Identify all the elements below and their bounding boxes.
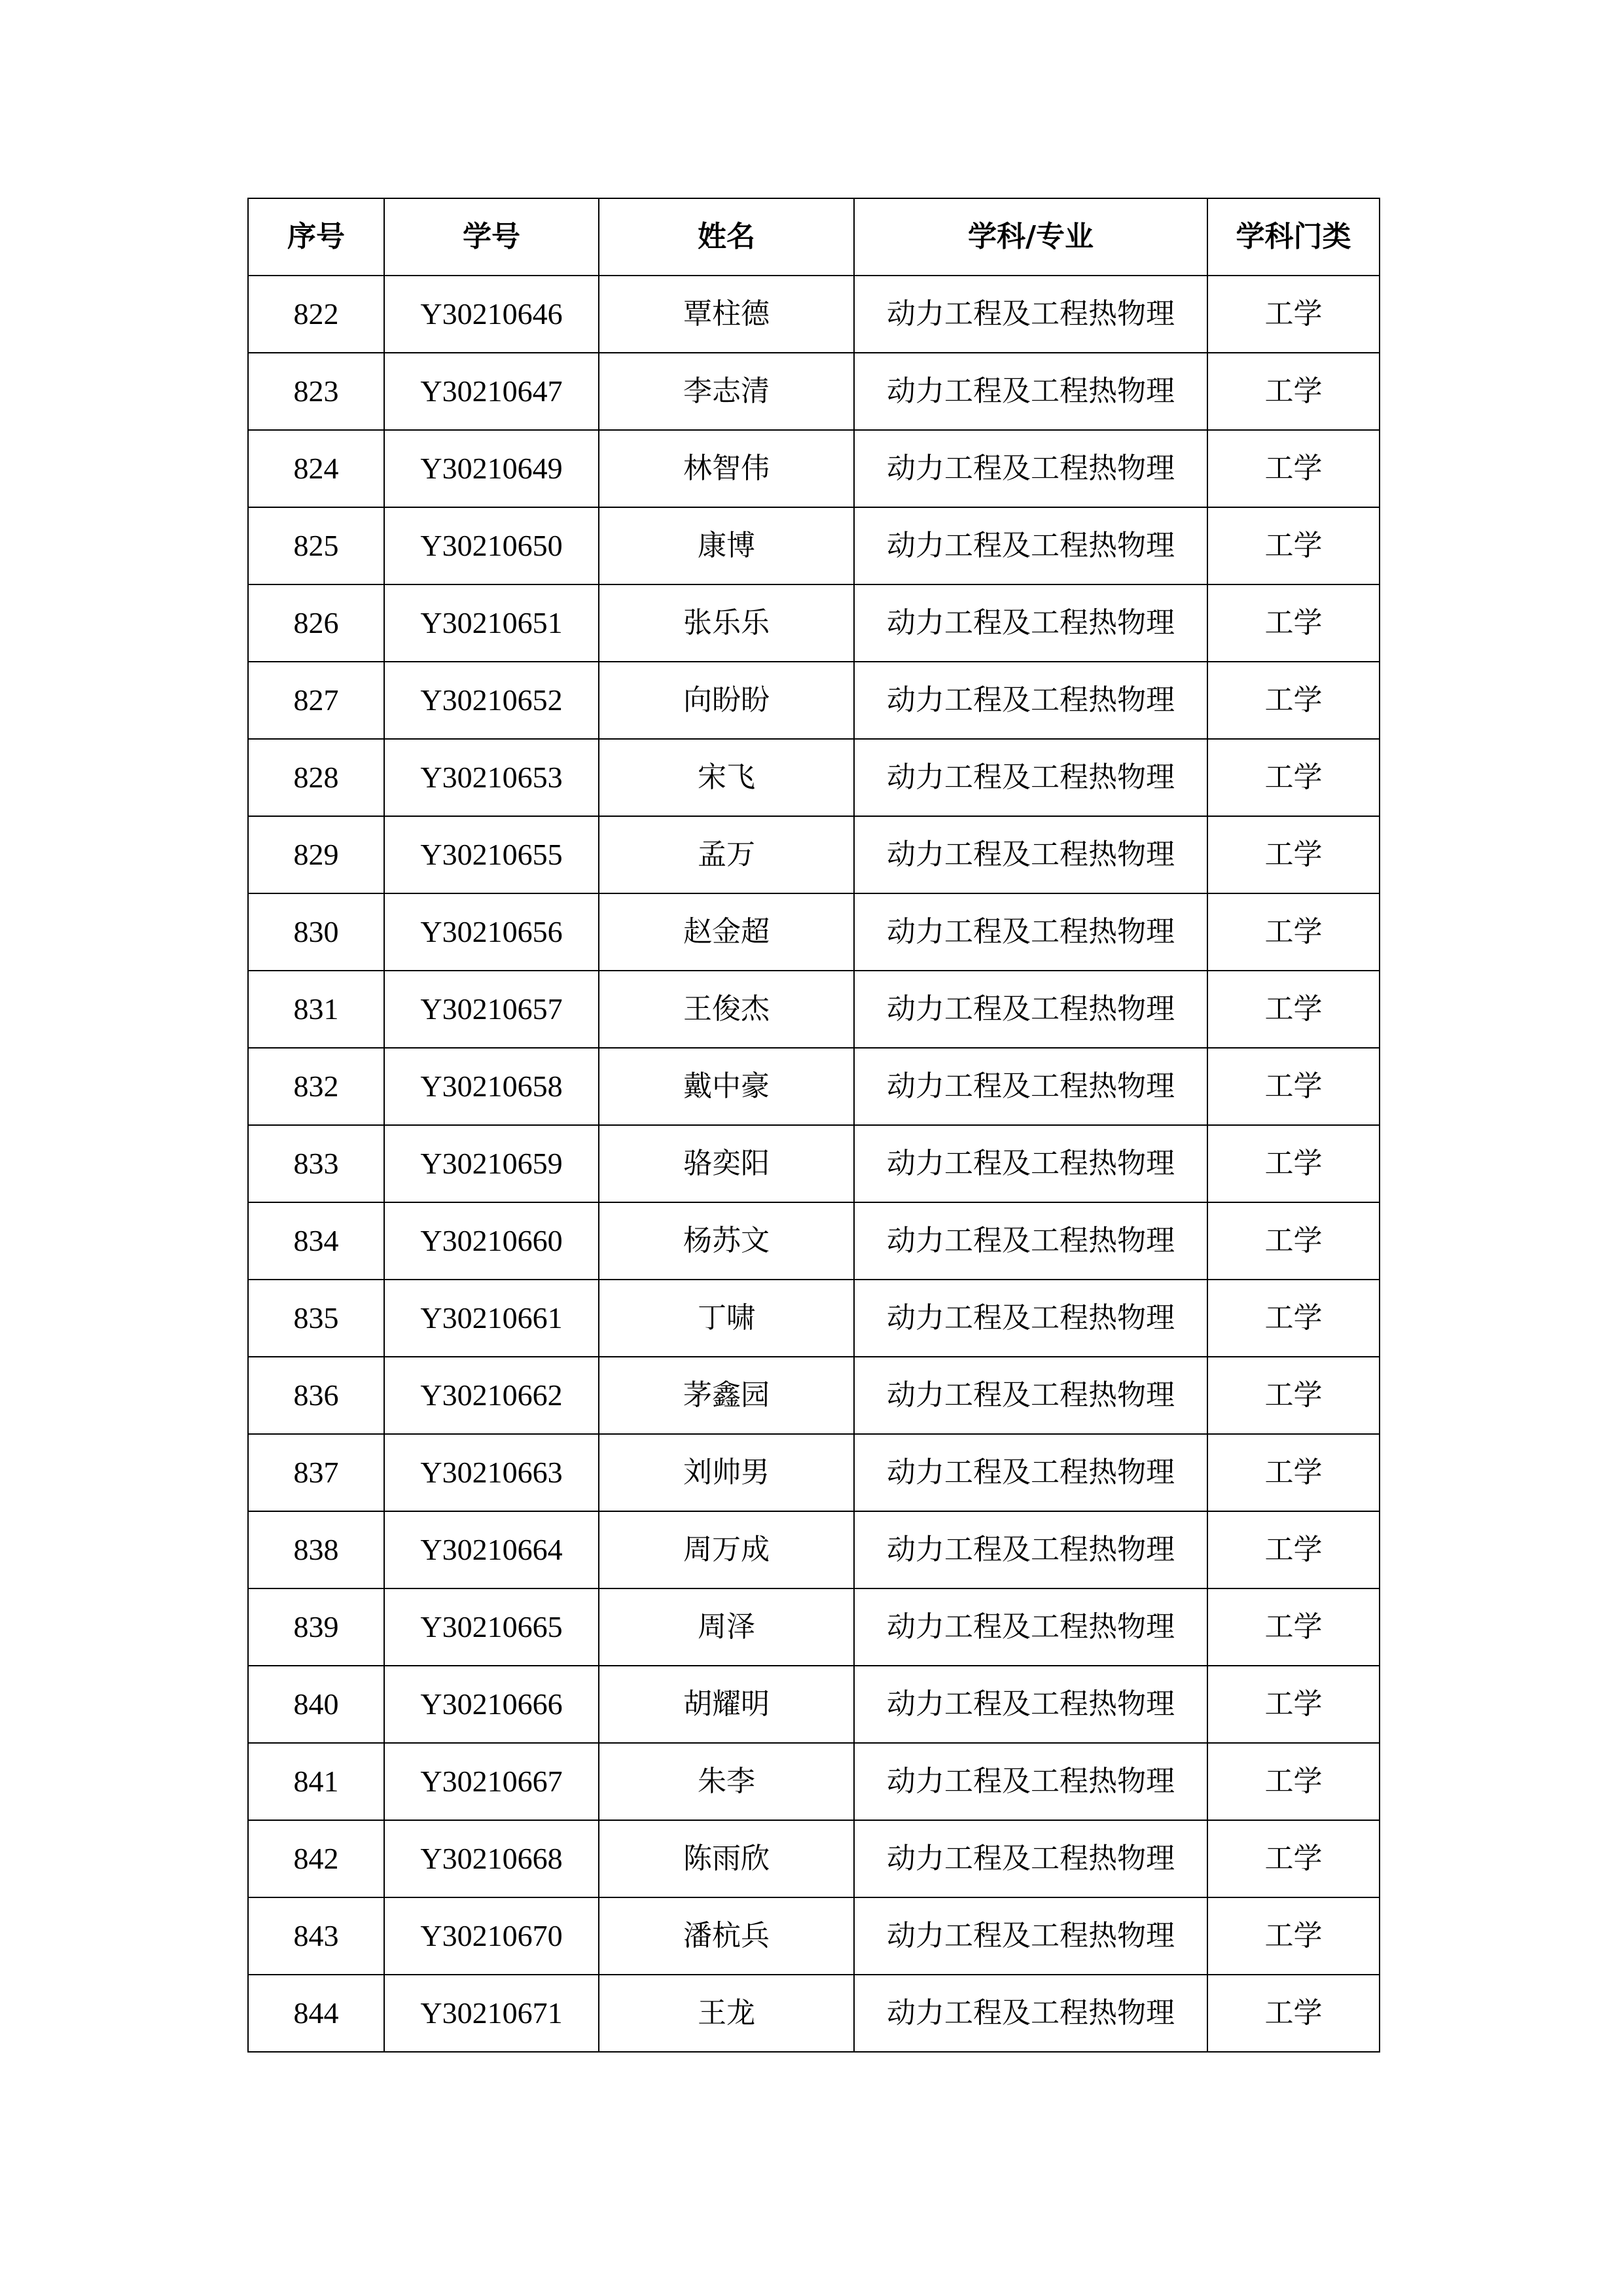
cell-student-id: Y30210671 — [384, 1975, 599, 2052]
cell-discipline-category: 工学 — [1207, 276, 1380, 353]
cell-discipline-major: 动力工程及工程热物理 — [854, 353, 1207, 430]
cell-seq-no: 826 — [248, 584, 384, 662]
cell-student-id: Y30210649 — [384, 430, 599, 507]
cell-student-id: Y30210665 — [384, 1588, 599, 1666]
table-row — [248, 1280, 1380, 1357]
table-row — [248, 662, 1380, 739]
table-row — [248, 507, 1380, 584]
cell-discipline-major: 动力工程及工程热物理 — [854, 971, 1207, 1048]
cell-discipline-major: 动力工程及工程热物理 — [854, 816, 1207, 893]
cell-discipline-category: 工学 — [1207, 584, 1380, 662]
cell-discipline-major: 动力工程及工程热物理 — [854, 1897, 1207, 1975]
table-row — [248, 1511, 1380, 1588]
cell-student-id: Y30210660 — [384, 1202, 599, 1280]
cell-discipline-category: 工学 — [1207, 739, 1380, 816]
cell-discipline-category: 工学 — [1207, 1666, 1380, 1743]
table-row — [248, 816, 1380, 893]
cell-discipline-category: 工学 — [1207, 893, 1380, 971]
cell-name: 骆奕阳 — [599, 1125, 854, 1202]
cell-student-id: Y30210670 — [384, 1897, 599, 1975]
cell-discipline-major: 动力工程及工程热物理 — [854, 1743, 1207, 1820]
cell-seq-no: 837 — [248, 1434, 384, 1511]
cell-discipline-category: 工学 — [1207, 1357, 1380, 1434]
cell-seq-no: 842 — [248, 1820, 384, 1897]
cell-name: 陈雨欣 — [599, 1820, 854, 1897]
cell-name: 潘杭兵 — [599, 1897, 854, 1975]
cell-student-id: Y30210657 — [384, 971, 599, 1048]
cell-name: 周泽 — [599, 1588, 854, 1666]
cell-seq-no: 844 — [248, 1975, 384, 2052]
cell-discipline-major: 动力工程及工程热物理 — [854, 1125, 1207, 1202]
table-row — [248, 971, 1380, 1048]
cell-discipline-major: 动力工程及工程热物理 — [854, 1202, 1207, 1280]
cell-seq-no: 831 — [248, 971, 384, 1048]
cell-student-id: Y30210666 — [384, 1666, 599, 1743]
cell-student-id: Y30210668 — [384, 1820, 599, 1897]
cell-discipline-category: 工学 — [1207, 1280, 1380, 1357]
cell-student-id: Y30210658 — [384, 1048, 599, 1125]
cell-seq-no: 833 — [248, 1125, 384, 1202]
cell-student-id: Y30210651 — [384, 584, 599, 662]
cell-discipline-category: 工学 — [1207, 430, 1380, 507]
cell-name: 康博 — [599, 507, 854, 584]
cell-student-id: Y30210655 — [384, 816, 599, 893]
cell-discipline-major: 动力工程及工程热物理 — [854, 1975, 1207, 2052]
table-row — [248, 1666, 1380, 1743]
cell-name: 刘帅男 — [599, 1434, 854, 1511]
cell-student-id: Y30210663 — [384, 1434, 599, 1511]
cell-seq-no: 835 — [248, 1280, 384, 1357]
cell-student-id: Y30210659 — [384, 1125, 599, 1202]
cell-seq-no: 841 — [248, 1743, 384, 1820]
cell-name: 孟万 — [599, 816, 854, 893]
cell-discipline-category: 工学 — [1207, 1897, 1380, 1975]
cell-name: 杨苏文 — [599, 1202, 854, 1280]
table-row — [248, 430, 1380, 507]
cell-seq-no: 843 — [248, 1897, 384, 1975]
cell-seq-no: 834 — [248, 1202, 384, 1280]
cell-discipline-category: 工学 — [1207, 662, 1380, 739]
cell-name: 向盼盼 — [599, 662, 854, 739]
cell-discipline-category: 工学 — [1207, 1048, 1380, 1125]
cell-name: 张乐乐 — [599, 584, 854, 662]
cell-student-id: Y30210653 — [384, 739, 599, 816]
table-row — [248, 1125, 1380, 1202]
cell-seq-no: 824 — [248, 430, 384, 507]
cell-name: 王俊杰 — [599, 971, 854, 1048]
cell-seq-no: 832 — [248, 1048, 384, 1125]
cell-discipline-major: 动力工程及工程热物理 — [854, 1820, 1207, 1897]
cell-discipline-major: 动力工程及工程热物理 — [854, 739, 1207, 816]
cell-discipline-major: 动力工程及工程热物理 — [854, 1588, 1207, 1666]
cell-discipline-category: 工学 — [1207, 1434, 1380, 1511]
cell-discipline-category: 工学 — [1207, 1511, 1380, 1588]
cell-discipline-major: 动力工程及工程热物理 — [854, 507, 1207, 584]
table-row — [248, 1897, 1380, 1975]
cell-seq-no: 839 — [248, 1588, 384, 1666]
cell-name: 戴中豪 — [599, 1048, 854, 1125]
cell-discipline-major: 动力工程及工程热物理 — [854, 430, 1207, 507]
cell-student-id: Y30210662 — [384, 1357, 599, 1434]
cell-name: 赵金超 — [599, 893, 854, 971]
cell-discipline-category: 工学 — [1207, 1125, 1380, 1202]
header-discipline-category: 学科门类 — [1207, 198, 1380, 276]
table-row — [248, 1048, 1380, 1125]
cell-student-id: Y30210656 — [384, 893, 599, 971]
cell-student-id: Y30210667 — [384, 1743, 599, 1820]
table-header — [248, 198, 1380, 276]
table-row — [248, 1820, 1380, 1897]
cell-discipline-major: 动力工程及工程热物理 — [854, 1357, 1207, 1434]
cell-name: 林智伟 — [599, 430, 854, 507]
cell-name: 覃柱德 — [599, 276, 854, 353]
cell-name: 宋飞 — [599, 739, 854, 816]
cell-discipline-major: 动力工程及工程热物理 — [854, 1048, 1207, 1125]
table-row — [248, 353, 1380, 430]
cell-discipline-major: 动力工程及工程热物理 — [854, 1280, 1207, 1357]
cell-discipline-category: 工学 — [1207, 1202, 1380, 1280]
cell-seq-no: 836 — [248, 1357, 384, 1434]
cell-discipline-major: 动力工程及工程热物理 — [854, 1511, 1207, 1588]
cell-name: 李志清 — [599, 353, 854, 430]
table-row — [248, 1202, 1380, 1280]
table-row — [248, 739, 1380, 816]
header-name: 姓名 — [599, 198, 854, 276]
table-row — [248, 276, 1380, 353]
table-row — [248, 1434, 1380, 1511]
cell-discipline-category: 工学 — [1207, 971, 1380, 1048]
cell-student-id: Y30210650 — [384, 507, 599, 584]
cell-discipline-major: 动力工程及工程热物理 — [854, 276, 1207, 353]
cell-seq-no: 827 — [248, 662, 384, 739]
cell-seq-no: 828 — [248, 739, 384, 816]
cell-student-id: Y30210646 — [384, 276, 599, 353]
cell-discipline-category: 工学 — [1207, 507, 1380, 584]
table-row — [248, 1743, 1380, 1820]
cell-seq-no: 823 — [248, 353, 384, 430]
cell-name: 茅鑫园 — [599, 1357, 854, 1434]
header-student-id: 学号 — [384, 198, 599, 276]
cell-name: 胡耀明 — [599, 1666, 854, 1743]
cell-seq-no: 838 — [248, 1511, 384, 1588]
cell-seq-no: 829 — [248, 816, 384, 893]
cell-seq-no: 840 — [248, 1666, 384, 1743]
cell-seq-no: 830 — [248, 893, 384, 971]
cell-discipline-category: 工学 — [1207, 1743, 1380, 1820]
cell-discipline-major: 动力工程及工程热物理 — [854, 1666, 1207, 1743]
table-body — [248, 276, 1380, 2052]
cell-discipline-category: 工学 — [1207, 1588, 1380, 1666]
cell-student-id: Y30210652 — [384, 662, 599, 739]
cell-discipline-category: 工学 — [1207, 1975, 1380, 2052]
table-row — [248, 893, 1380, 971]
cell-discipline-category: 工学 — [1207, 353, 1380, 430]
table-row — [248, 1588, 1380, 1666]
cell-discipline-category: 工学 — [1207, 1820, 1380, 1897]
table-row — [248, 1975, 1380, 2052]
cell-name: 丁啸 — [599, 1280, 854, 1357]
cell-discipline-major: 动力工程及工程热物理 — [854, 1434, 1207, 1511]
cell-discipline-major: 动力工程及工程热物理 — [854, 893, 1207, 971]
table-row — [248, 1357, 1380, 1434]
cell-name: 王龙 — [599, 1975, 854, 2052]
cell-discipline-major: 动力工程及工程热物理 — [854, 662, 1207, 739]
cell-discipline-major: 动力工程及工程热物理 — [854, 584, 1207, 662]
header-discipline-major: 学科/专业 — [854, 198, 1207, 276]
cell-name: 朱李 — [599, 1743, 854, 1820]
header-row — [248, 198, 1380, 276]
cell-student-id: Y30210664 — [384, 1511, 599, 1588]
cell-seq-no: 822 — [248, 276, 384, 353]
cell-student-id: Y30210647 — [384, 353, 599, 430]
table-row — [248, 584, 1380, 662]
cell-seq-no: 825 — [248, 507, 384, 584]
cell-discipline-category: 工学 — [1207, 816, 1380, 893]
cell-student-id: Y30210661 — [384, 1280, 599, 1357]
cell-name: 周万成 — [599, 1511, 854, 1588]
student-roster-table — [247, 198, 1380, 2053]
header-seq-no: 序号 — [248, 198, 384, 276]
